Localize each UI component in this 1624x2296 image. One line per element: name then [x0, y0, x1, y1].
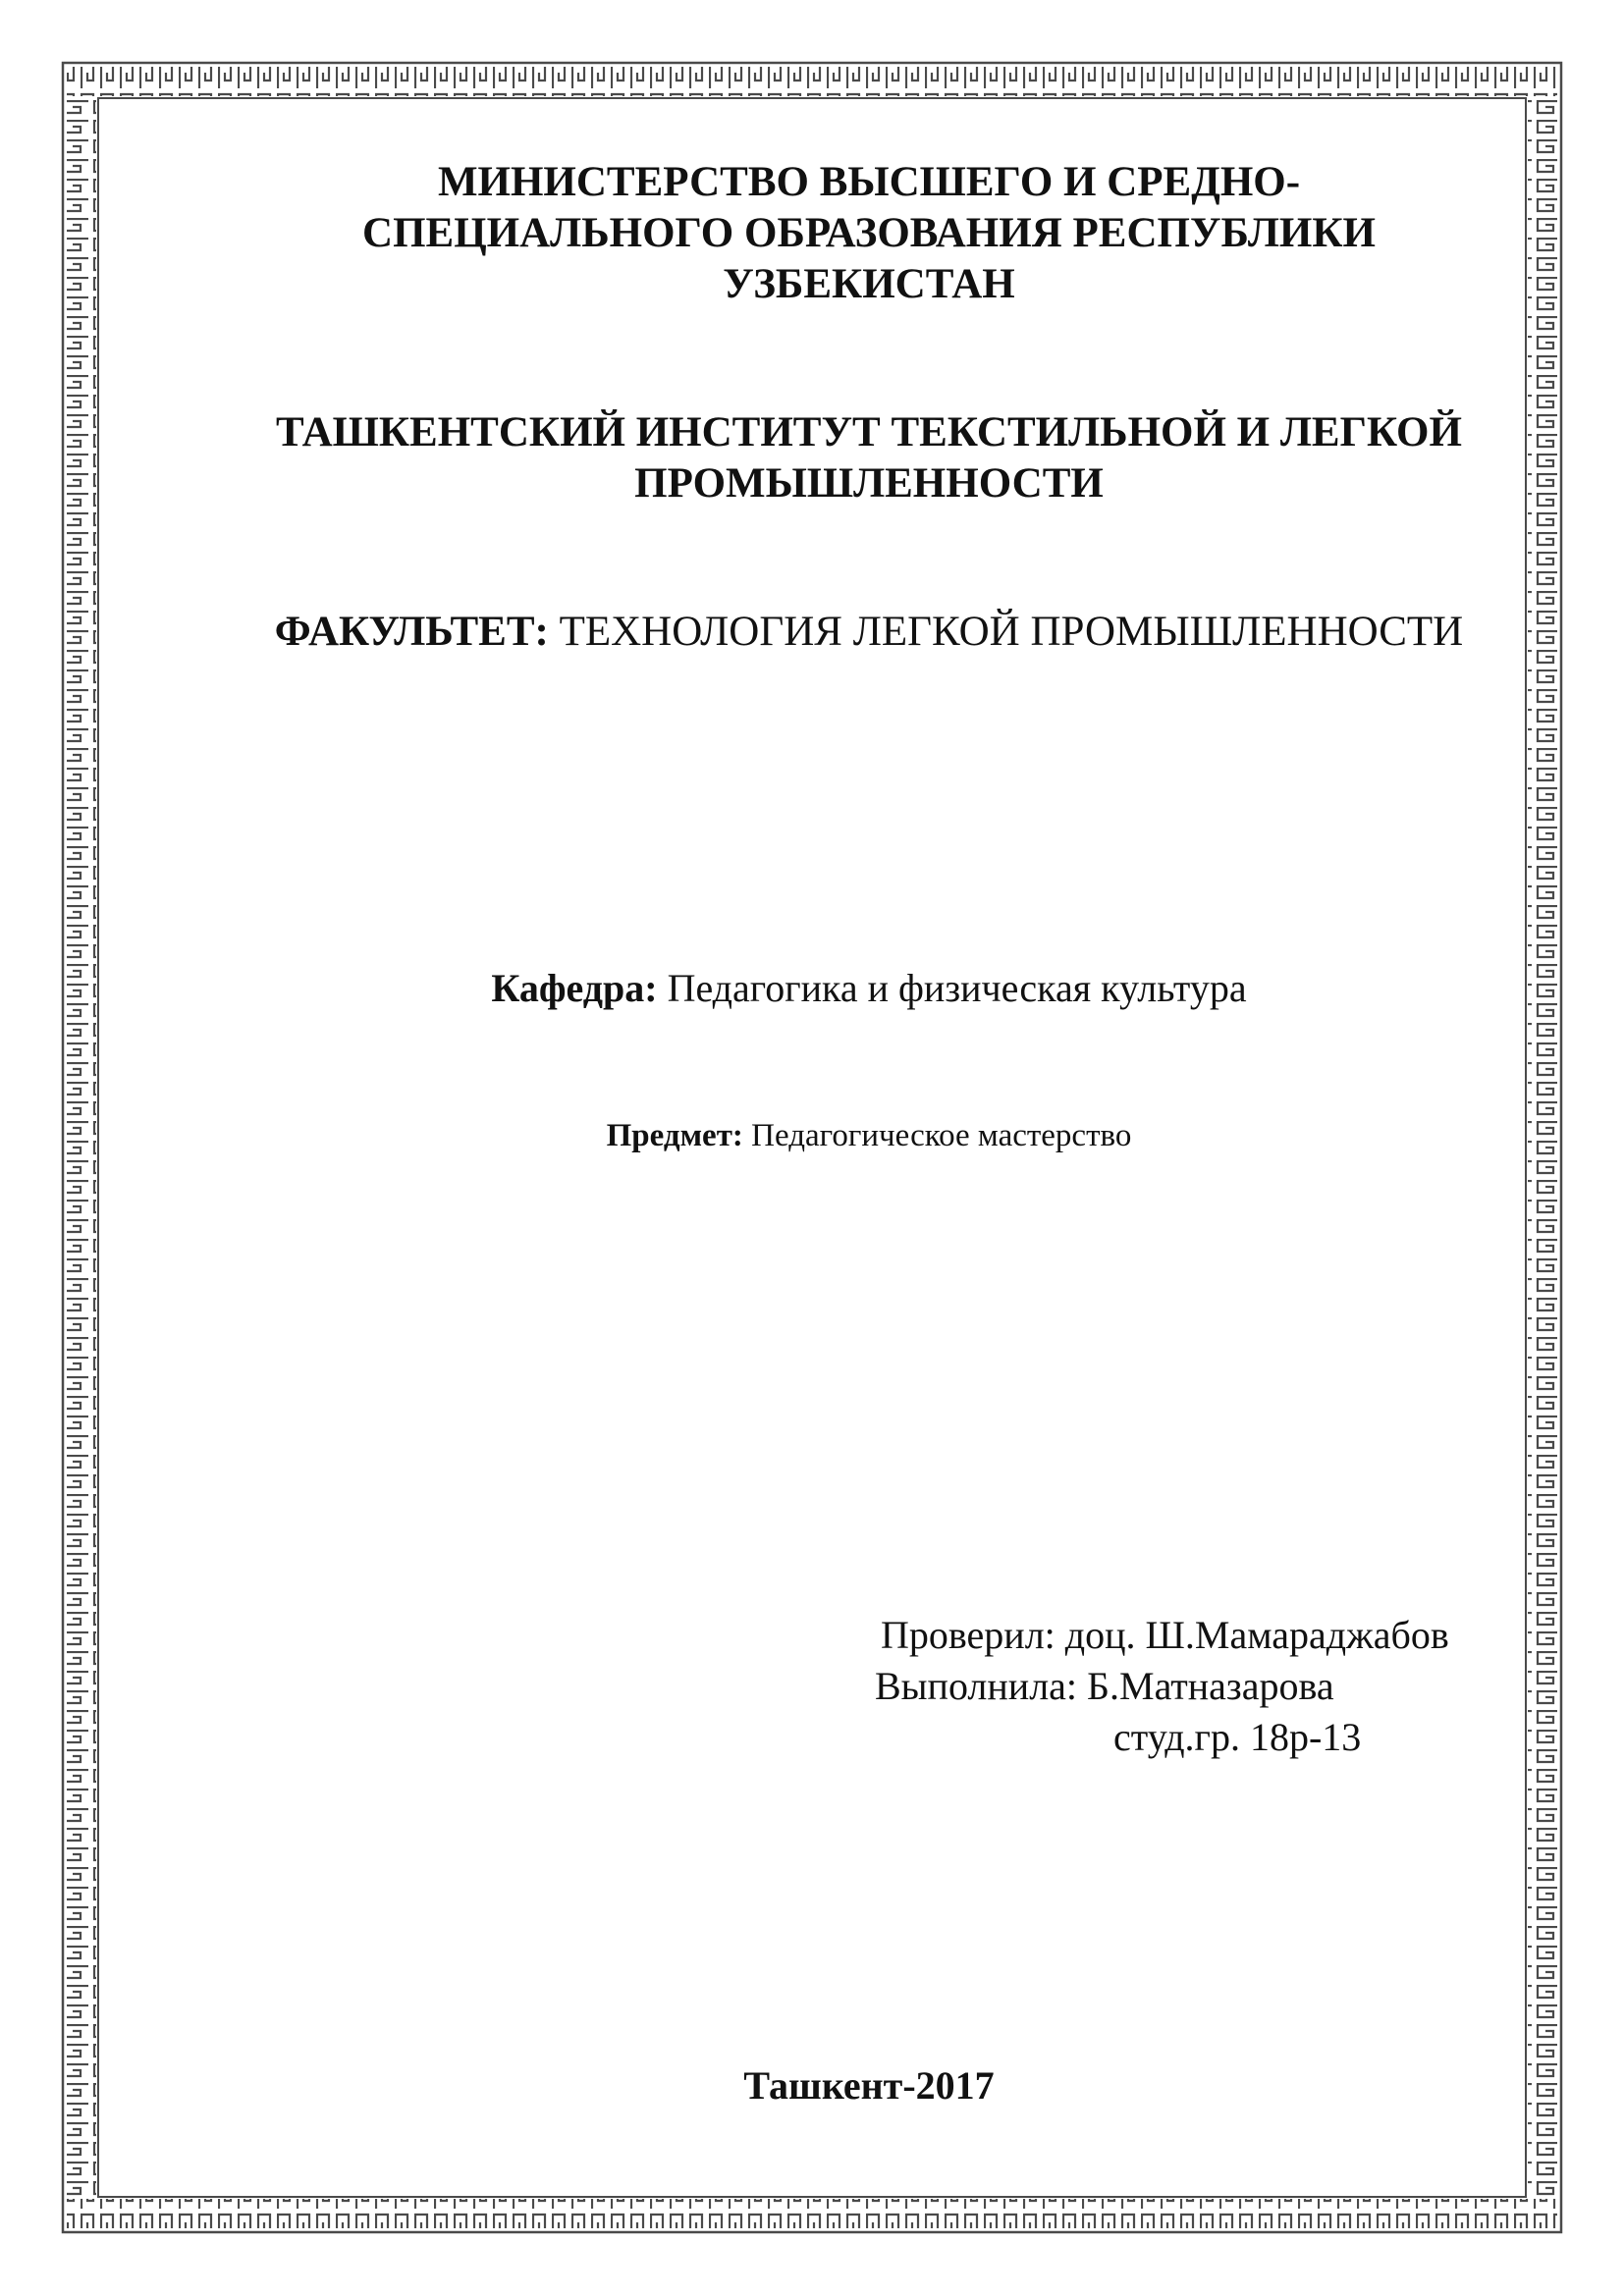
city-year: Ташкент-2017	[743, 2063, 995, 2108]
subject-value: Педагогическое мастерство	[751, 1118, 1132, 1153]
done-by: Выполнила: Б.Матназарова	[875, 1664, 1334, 1708]
ministry-line-3: УЗБЕКИСТАН	[723, 261, 1015, 307]
ministry-line-2: СПЕЦИАЛЬНОГО ОБРАЗОВАНИЯ РЕСПУБЛИКИ	[362, 210, 1376, 256]
faculty-value: ТЕХНОЛОГИЯ ЛЕГКОЙ ПРОМЫШЛЕННОСТИ	[559, 609, 1464, 655]
ministry-line-1: МИНИСТЕРСТВО ВЫСШЕГО И СРЕДНО-	[437, 159, 1301, 205]
faculty-label: ФАКУЛЬТЕТ:	[274, 609, 549, 655]
faculty-line	[196, 607, 1542, 658]
institute-line-2: ПРОМЫШЛЕННОСТИ	[634, 460, 1104, 507]
subject-label: Предмет:	[606, 1118, 743, 1153]
kafedra-value: Педагогика и физическая культура	[667, 966, 1247, 1010]
student-group: студ.гр. 18р-13	[1113, 1715, 1362, 1759]
kafedra-line	[196, 964, 1542, 1013]
institute-heading	[196, 407, 1542, 509]
institute-line-1: ТАШКЕНТСКИЙ ИНСТИТУТ ТЕКСТИЛЬНОЙ И ЛЕГКОЙ	[276, 409, 1462, 455]
subject-line	[196, 1115, 1542, 1156]
ministry-heading	[236, 157, 1502, 310]
kafedra-label: Кафедра:	[491, 966, 658, 1010]
checked-by: Проверил: доц. Ш.Мамараджабов	[881, 1613, 1449, 1657]
